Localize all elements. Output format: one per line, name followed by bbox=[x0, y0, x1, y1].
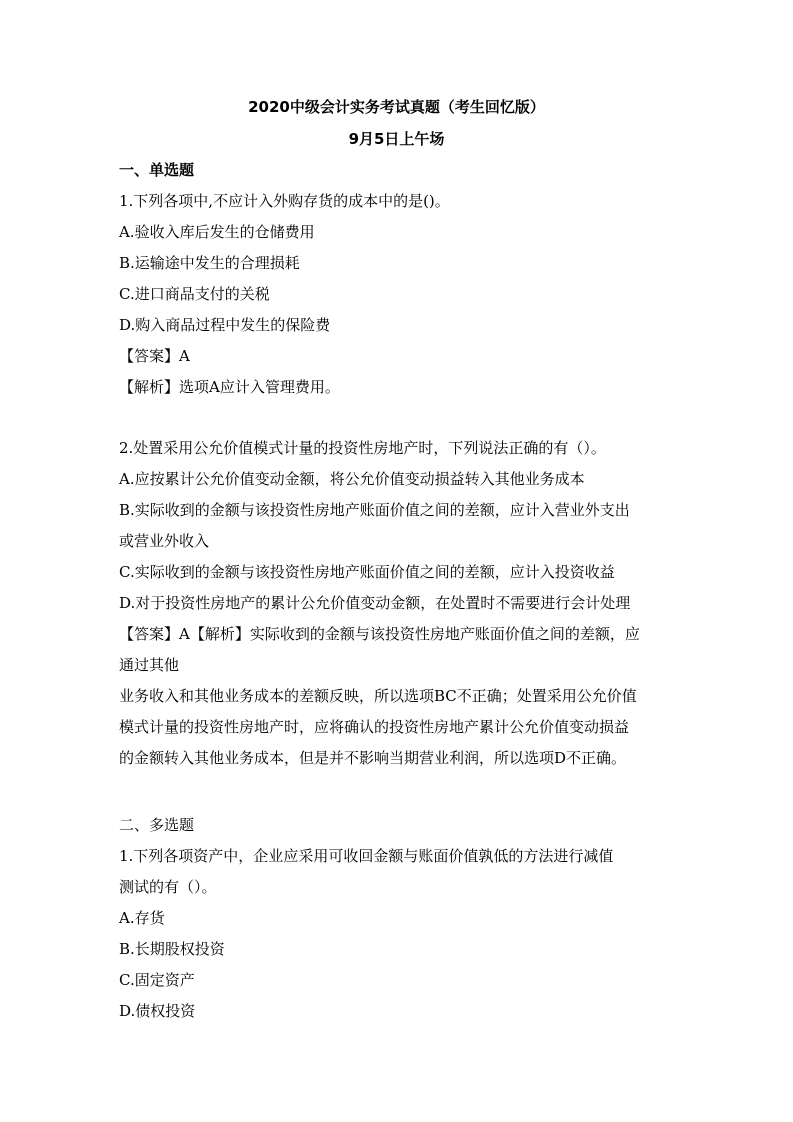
question-2-answer-line-2: 通过其他 bbox=[119, 656, 180, 674]
section-heading-multiple-choice: 二、多选题 bbox=[119, 816, 195, 834]
question-2-option-c: C.实际收到的金额与该投资性房地产账面价值之间的差额，应计入投资收益 bbox=[119, 563, 615, 581]
question-1-analysis: 【解析】选项A应计入管理费用。 bbox=[119, 378, 340, 396]
document-subtitle: 9月5日上午场 bbox=[348, 130, 445, 148]
question-2-option-a: A.应按累计公允价值变动金额，将公允价值变动损益转入其他业务成本 bbox=[119, 470, 585, 488]
question-2-option-d: D.对于投资性房地产的累计公允价值变动金额，在处置时不需要进行会计处理 bbox=[119, 594, 631, 612]
question-2-text: 2.处置采用公允价值模式计量的投资性房地产时，下列说法正确的有（）。 bbox=[119, 439, 606, 457]
question-1-option-d: D.购入商品过程中发生的保险费 bbox=[119, 316, 331, 334]
mc-question-1-option-c: C.固定资产 bbox=[119, 971, 195, 989]
question-2-answer-line-5: 的金额转入其他业务成本，但是并不影响当期营业利润，所以选项D不正确。 bbox=[119, 749, 627, 767]
mc-question-1-line-2: 测试的有（）。 bbox=[119, 878, 217, 896]
mc-question-1-option-d: D.债权投资 bbox=[119, 1002, 196, 1020]
mc-question-1-option-a: A.存货 bbox=[119, 909, 165, 927]
mc-question-1-line-1: 1.下列各项资产中，企业应采用可收回金额与账面价值孰低的方法进行减值 bbox=[119, 847, 614, 865]
question-2-answer-line-4: 模式计量的投资性房地产时，应将确认的投资性房地产累计公允价值变动损益 bbox=[119, 718, 630, 736]
question-1-text: 1.下列各项中,不应计入外购存货的成本中的是()。 bbox=[119, 192, 450, 210]
mc-question-1-option-b: B.长期股权投资 bbox=[119, 940, 225, 958]
question-1-option-a: A.验收入库后发生的仓储费用 bbox=[119, 223, 315, 241]
question-2-option-b: B.实际收到的金额与该投资性房地产账面价值之间的差额，应计入营业外支出 bbox=[119, 501, 630, 519]
question-2-answer-line-3: 业务收入和其他业务成本的差额反映，所以选项BC不正确；处置采用公允价值 bbox=[119, 687, 637, 705]
question-2-answer-line-1: 【答案】A【解析】实际收到的金额与该投资性房地产账面价值之间的差额，应 bbox=[119, 625, 640, 643]
question-2-option-b-continued: 或营业外收入 bbox=[119, 532, 210, 550]
document-title: 2020中级会计实务考试真题（考生回忆版） bbox=[248, 98, 545, 116]
section-heading-single-choice: 一、单选题 bbox=[119, 161, 195, 179]
question-1-option-b: B.运输途中发生的合理损耗 bbox=[119, 254, 300, 272]
question-1-answer: 【答案】A bbox=[119, 347, 190, 365]
question-1-option-c: C.进口商品支付的关税 bbox=[119, 285, 270, 303]
